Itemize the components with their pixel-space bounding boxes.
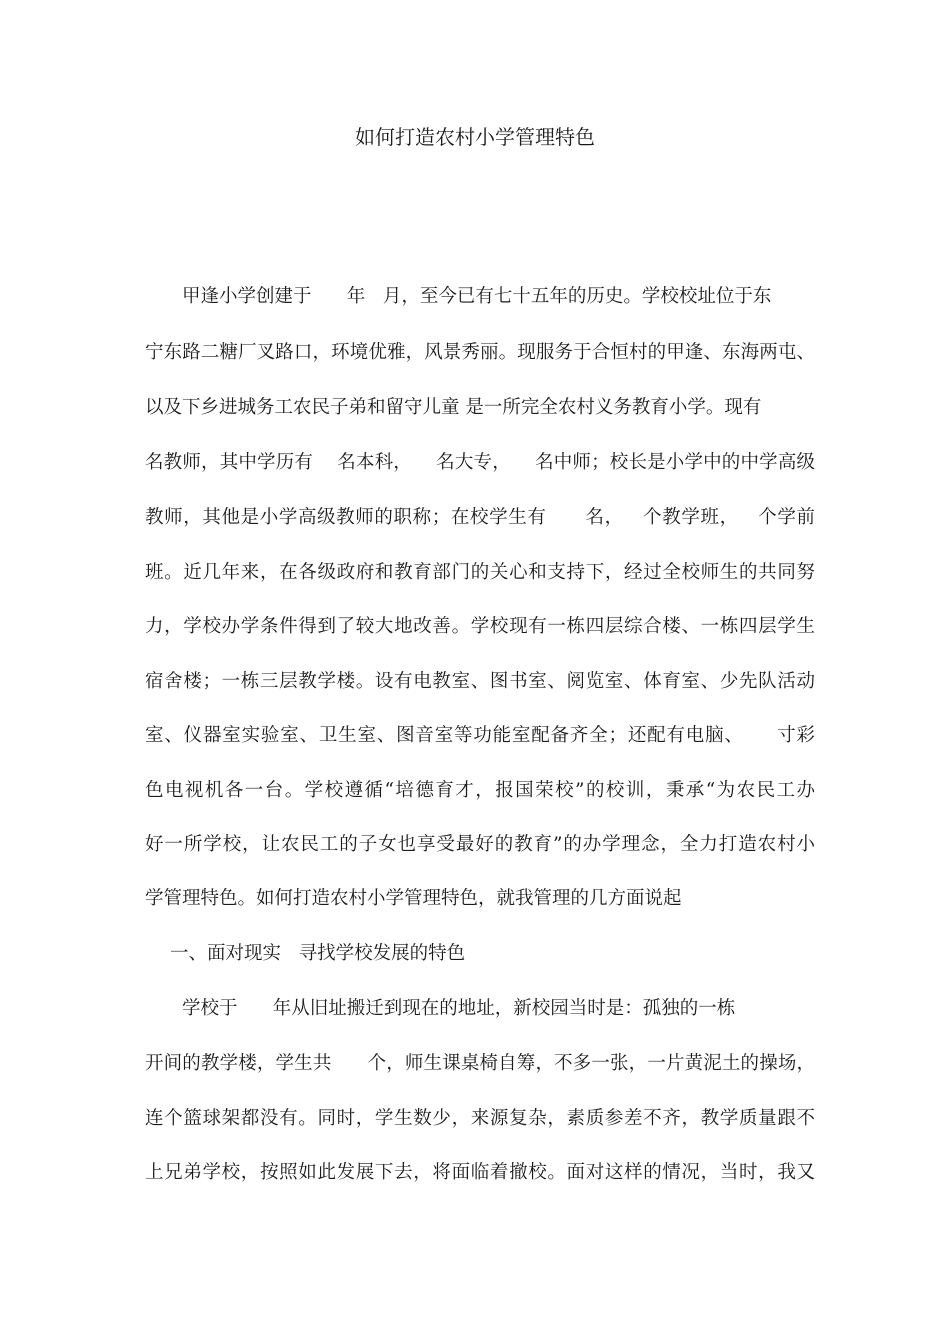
- paragraph-line: 名教师，其中学历有 名本科， 名大专， 名中师；校长是小学中的中学高级: [145, 452, 815, 473]
- paragraph-line: 班。近几年来，在各级政府和教育部门的关心和支持下，经过全校师生的共同努: [145, 562, 815, 583]
- section-heading: 一、面对现实 寻找学校发展的特色: [170, 943, 466, 964]
- paragraph-line: 以及下乡进城务工农民子弟和留守儿童 是一所完全农村义务教育小学。现有: [145, 397, 762, 418]
- paragraph-line: 色电视机各一台。学校遵循“培德育才，报国荣校”的校训，秉承“为农民工办: [145, 780, 815, 801]
- paragraph-line: 学管理特色。如何打造农村小学管理特色，就我管理的几方面说起: [145, 888, 682, 909]
- paragraph-line: 好一所学校，让农民工的子女也享受最好的教育”的办学理念，全力打造农村小: [145, 834, 815, 855]
- document-title: 如何打造农村小学管理特色: [355, 125, 595, 149]
- paragraph-line: 甲逢小学创建于 年 月，至今已有七十五年的历史。学校校址位于东: [182, 286, 772, 307]
- paragraph-line: 力，学校办学条件得到了较大地改善。学校现有一栋四层综合楼、一栋四层学生: [145, 616, 815, 637]
- paragraph-line: 教师，其他是小学高级教师的职称；在校学生有 名， 个教学班， 个学前: [145, 507, 815, 528]
- paragraph-line: 宁东路二糖厂叉路口，环境优雅，风景秀丽。现服务于合恒村的甲逢、东海两屯、: [145, 342, 815, 363]
- paragraph-line: 宿舍楼；一栋三层教学楼。设有电教室、图书室、阅览室、体育室、少先队活动: [145, 671, 815, 692]
- paragraph-line: 学校于 年从旧址搬迁到现在的地址，新校园当时是：孤独的一栋: [182, 998, 736, 1019]
- paragraph-line: 连个篮球架都没有。同时，学生数少，来源复杂，素质参差不齐，教学质量跟不: [145, 1108, 815, 1129]
- paragraph-line: 开间的教学楼，学生共 个，师生课桌椅自筹，不多一张，一片黄泥土的操场，: [145, 1053, 815, 1074]
- paragraph-line: 上兄弟学校，按照如此发展下去，将面临着撤校。面对这样的情况，当时，我又: [145, 1162, 815, 1183]
- paragraph-line: 室、仪器室实验室、卫生室、图音室等功能室配备齐全；还配有电脑、 寸彩: [145, 725, 815, 746]
